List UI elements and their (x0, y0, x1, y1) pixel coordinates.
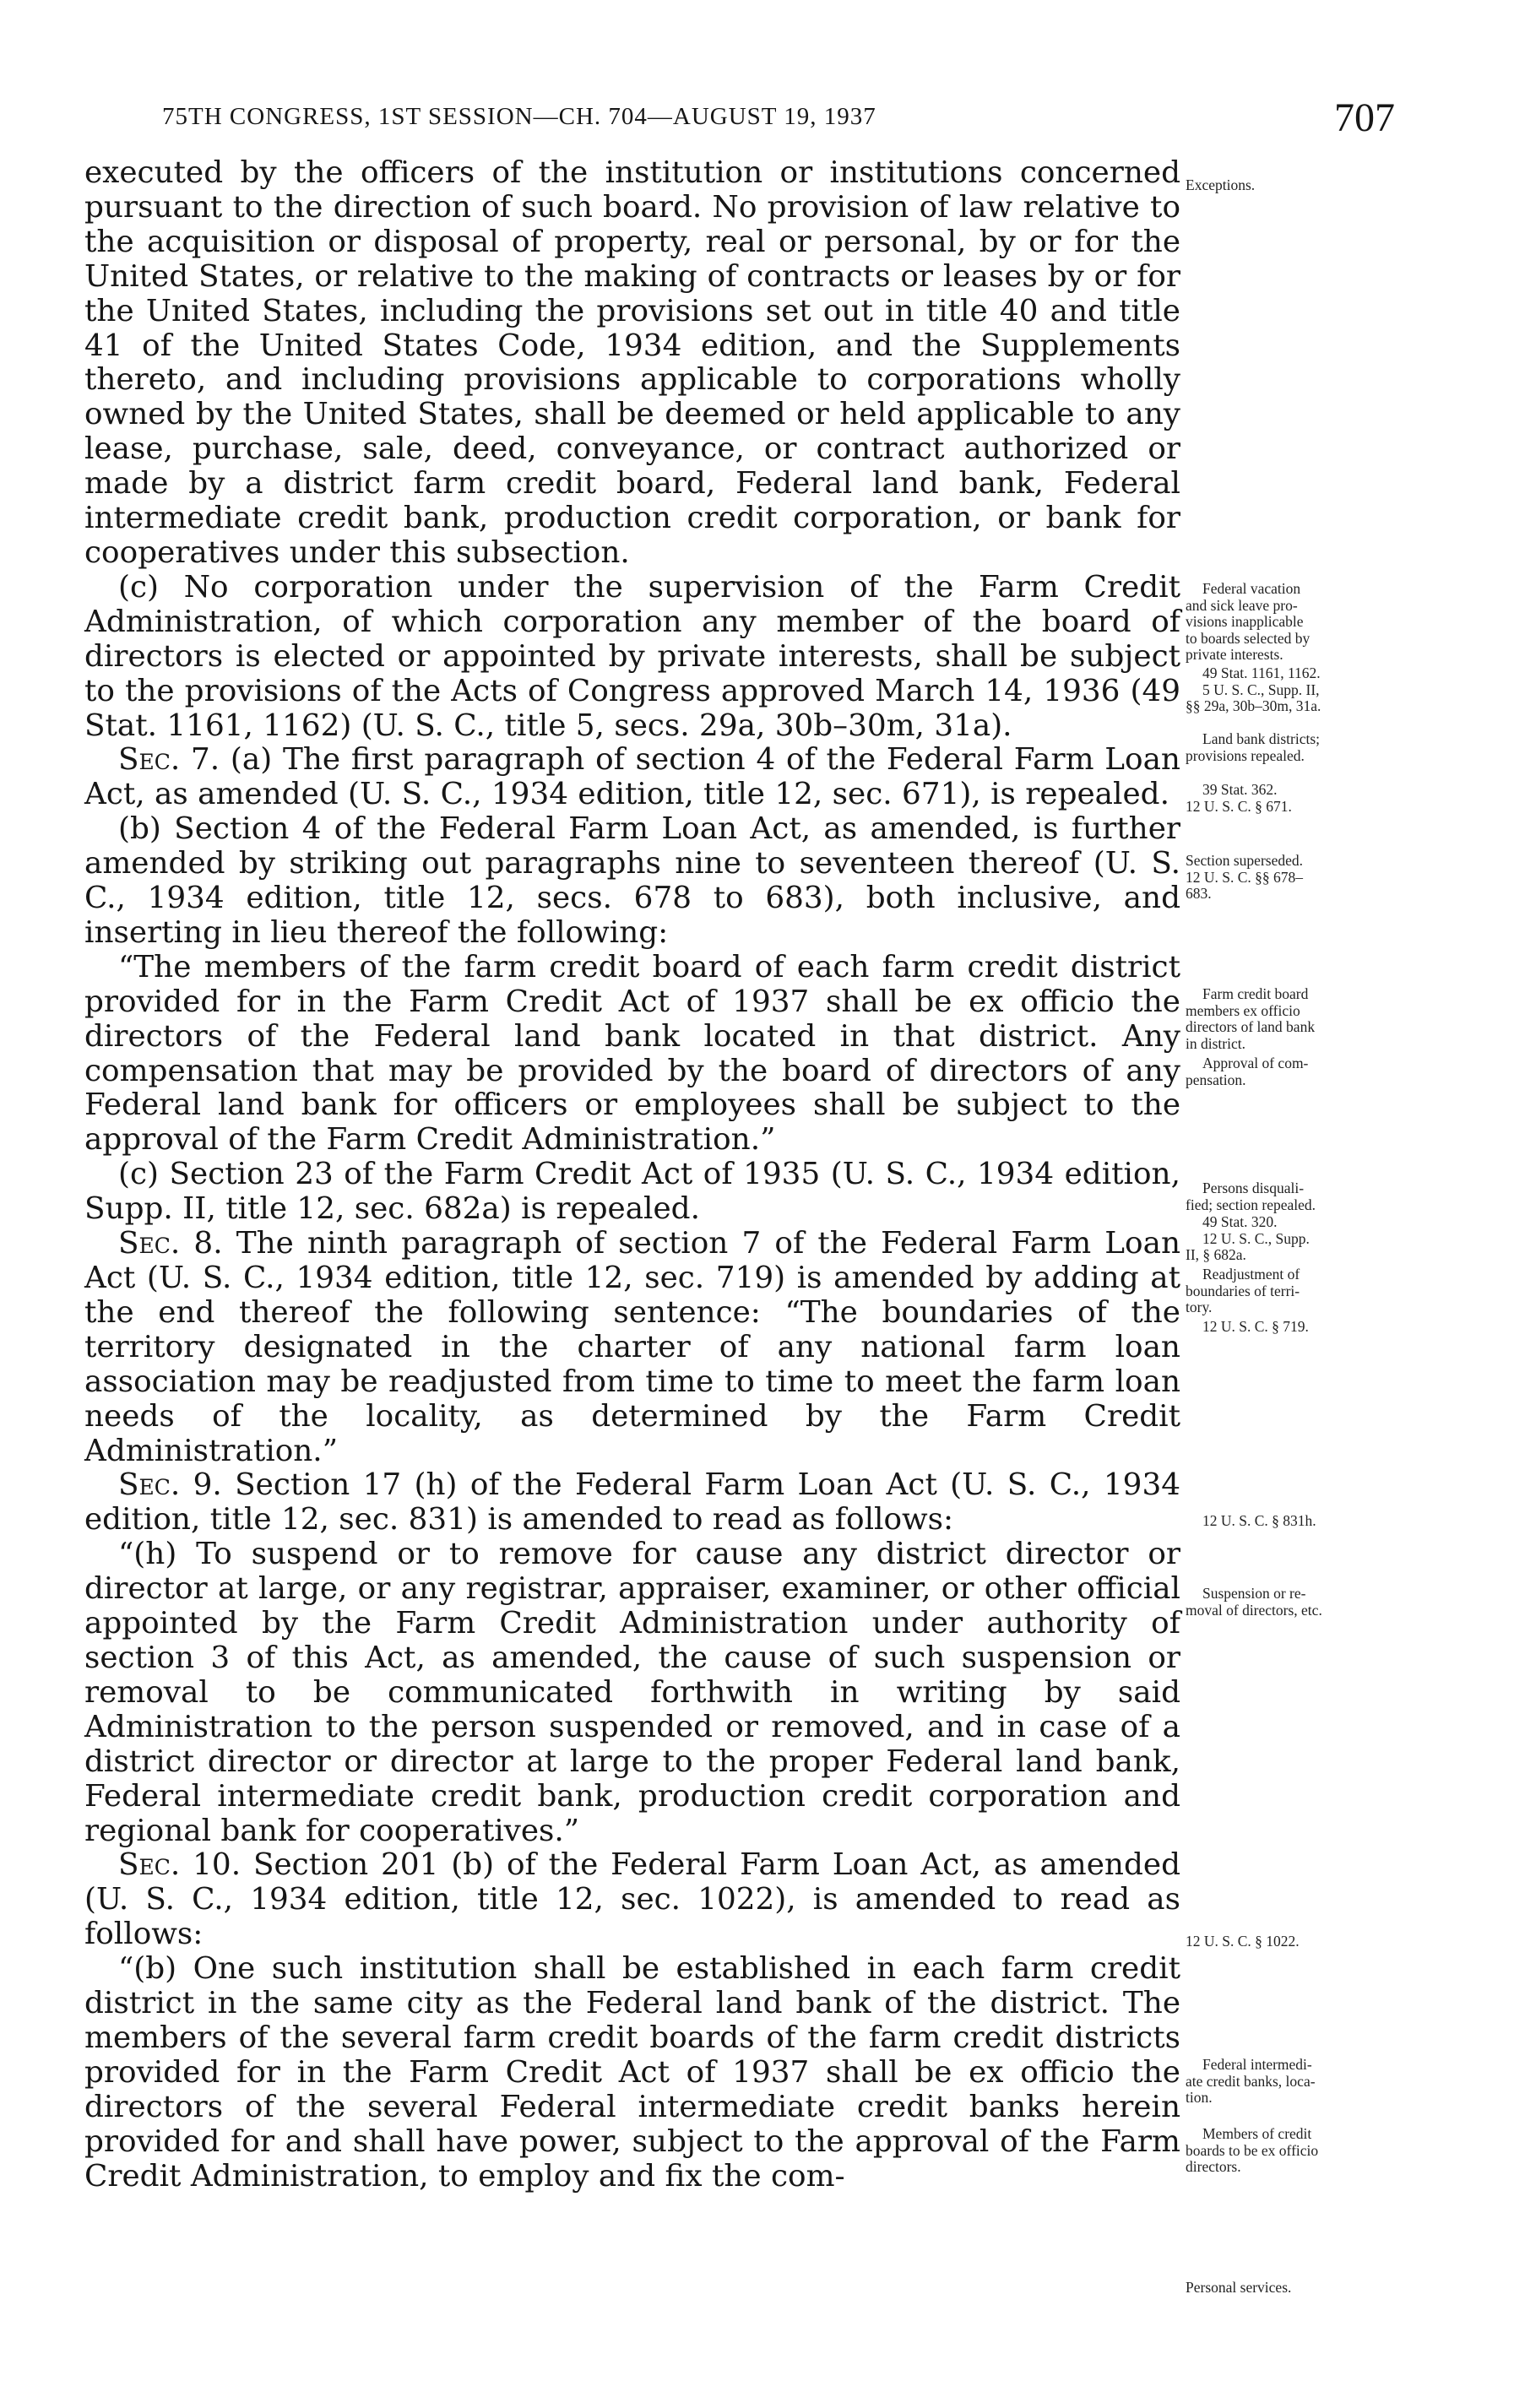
margin-note: Farm credit board members ex officio directors of land bank in district. (1186, 985, 1316, 1052)
quoted-paragraph: “(h) To suspend or to remove for cause any district director or director at large, or any registrar, appraiser, examiner, or other official appointed by the Farm Credit Administration under authority of section 3 of this Act, as amended, the cause of such suspension or removal to be communicated forthwith in writing by said Administration to the person suspended or removed, and in case of a district director or director at large to the proper Federal land bank, Federal intermediate credit bank, production credit corporation and regional bank for cooperatives.” (84, 1537, 1180, 1848)
section-paragraph: Sec. 9. Section 17 (h) of the Federal Farm Loan Act (U. S. C., 1934 edition, title 12, sec. 831) is amended to read as follows: (84, 1467, 1180, 1538)
margin-note: 49 Stat. 1161, 1162. 5 U. S. C., Supp. II, §§ 29a, 30b–30m, 31a. (1186, 664, 1321, 714)
margin-note: Section superseded. 12 U. S. C. §§ 678– 683. (1186, 852, 1304, 902)
section-number: Sec. 8. (118, 1226, 223, 1261)
margin-note: Land bank districts; provisions repealed. (1186, 730, 1321, 764)
paragraph: (c) No corporation under the supervision of the Farm Credit Administration, of which corporation any member of the board of directors is elected or appointed by private interests, shall be subject to the provisions of the Acts of Congress approved March 14, 1936 (49 Stat. 1161, 1162) (U. S. C., title 5, secs. 29a, 30b–30m, 31a). (84, 569, 1180, 743)
paragraph: (b) Section 4 of the Federal Farm Loan Act, as amended, is further amended by striking out paragraphs nine to seventeen thereof (U. S. C., 1934 edition, title 12, secs. 678 to 683), both inclusive, and inserting in lieu thereof the following: (84, 811, 1180, 950)
quoted-paragraph: “The members of the farm credit board of each farm credit district provided for in the Farm Credit Act of 1937 shall be ex officio the directors of the Federal land bank located in that district. Any compensation that may be provided by the board of directors of any Federal land bank for officers or employees shall be subject to the approval of the Farm Credit Administration.” (84, 949, 1180, 1158)
margin-note: Readjustment of boundaries of terri- tory. (1186, 1266, 1300, 1315)
running-head: 75TH CONGRESS, 1ST SESSION—CH. 704—AUGUST 19, 1937 (162, 103, 876, 130)
margin-note: Federal vacation and sick leave pro- visions inapplicable to boards selected by private interests. (1186, 580, 1311, 663)
margin-note: Suspension or re- moval of directors, etc. (1186, 1585, 1322, 1619)
margin-note: Members of credit boards to be ex officio directors. (1186, 2125, 1319, 2175)
margin-note: Personal services. (1186, 2279, 1292, 2296)
section-number: Sec. 10. (118, 1847, 241, 1883)
margin-note: 12 U. S. C. § 719. (1202, 1318, 1309, 1335)
section-number: Sec. 9. (118, 1467, 222, 1503)
section-paragraph: Sec. 8. The ninth paragraph of section 7 of the Federal Farm Loan Act (U. S. C., 1934 edition, title 12, sec. 719) is amended by adding at the end thereof the following sentence: “The boundaries of the territory designated in the charter of any national farm loan association may be readjusted from time to time to meet the farm loan needs of the locality, as determined by the Farm Credit Administration.” (84, 1226, 1181, 1468)
section-paragraph: Sec. 7. (a) The first paragraph of section 4 of the Federal Farm Loan Act, as amended (U. S. C., 1934 edition, title 12, sec. 671), is repealed. (84, 742, 1180, 812)
paragraph: executed by the officers of the institution or institutions concerned pursuant to the direction of such board. No provision of law relative to the acquisition or disposal of property, real or personal, by or for the United States, or relative to the making of contracts or leases by or for the United States, including the provisions set out in title 40 and title 41 of the United States Code, 1934 edition, and the Supplements thereto, and including provisions applicable to corporations wholly owned by the United States, shall be deemed or held applicable to any lease, purchase, sale, deed, conveyance, or contract authorized or made by a district farm credit board, Federal land bank, Federal intermediate credit bank, production credit corporation, or bank for cooperatives under this subsection. (84, 155, 1180, 570)
paragraph: (c) Section 23 of the Farm Credit Act of 1935 (U. S. C., 1934 edition, Supp. II, title 12, sec. 682a) is repealed. (84, 1157, 1180, 1227)
margin-note: 12 U. S. C. § 1022. (1186, 1933, 1300, 1950)
page-header (84, 95, 1435, 145)
section-number: Sec. 7. (118, 742, 220, 778)
margin-note: Federal intermedi- ate credit banks, loca- tion. (1186, 2056, 1316, 2106)
margin-note: 49 Stat. 320. 12 U. S. C., Supp. II, § 682a. (1186, 1213, 1310, 1263)
margin-note: 12 U. S. C. § 831h. (1202, 1512, 1316, 1529)
margin-note: Exceptions. (1186, 176, 1256, 193)
body-text (84, 156, 1180, 2194)
margin-note: 39 Stat. 362. 12 U. S. C. § 671. (1186, 781, 1292, 815)
page-number: 707 (1334, 95, 1395, 140)
quoted-paragraph: “(b) One such institution shall be established in each farm credit district in the same city as the Federal land bank of the district. The members of the several farm credit boards of the farm credit districts provided for in the Farm Credit Act of 1937 shall be ex officio the directors of the several Federal intermediate credit banks herein provided for and shall have power, subject to the approval of the Farm Credit Administration, to employ and fix the com- (84, 1951, 1180, 2194)
margin-note: Persons disquali- fied; section repealed. (1186, 1180, 1316, 1213)
section-paragraph: Sec. 10. Section 201 (b) of the Federal Farm Loan Act, as amended (U. S. C., 1934 edition, title 12, sec. 1022), is amended to read as follows: (84, 1847, 1181, 1952)
margin-note: Approval of com- pensation. (1186, 1055, 1309, 1088)
